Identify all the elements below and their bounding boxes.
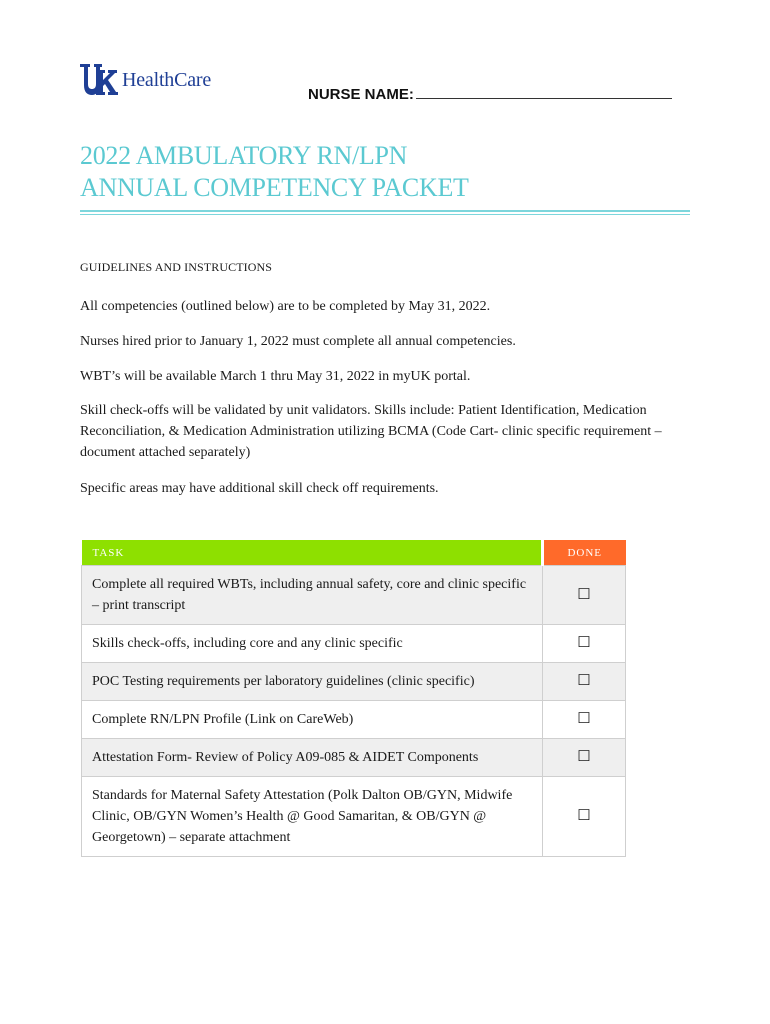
title-line-2: ANNUAL COMPETENCY PACKET	[80, 173, 469, 202]
title-divider	[80, 210, 690, 212]
logo-text: HealthCare	[122, 68, 212, 91]
paragraph-specific-areas: Specific areas may have additional skill check off requirements.	[80, 481, 439, 496]
task-column-header: TASK	[82, 540, 543, 566]
table-row	[82, 663, 626, 701]
task-cell: Skills check-offs, including core and any clinic specific	[82, 625, 543, 663]
title-divider-thin	[80, 214, 690, 215]
task-cell: Standards for Maternal Safety Attestation (Polk Dalton OB/GYN, Midwife Clinic, OB/GYN Women’s Health @ Good Samaritan, & OB/GYN @ Georgetown) – separate attachment	[82, 777, 543, 857]
uk-healthcare-logo	[80, 64, 211, 96]
paragraph-skill-checkoffs: Skill check-offs will be validated by unit validators. Skills include: Patient Identification, Medication Reconciliation, & Medication Administration utilizing BCMA (Code Cart- clinic specific requirement – document attached separately)	[80, 403, 662, 460]
done-column-header: DONE	[543, 540, 626, 566]
table-header-row	[82, 540, 626, 566]
done-checkbox[interactable]: ☐	[543, 625, 626, 663]
competency-task-table	[81, 540, 626, 857]
paragraph-deadline: All competencies (outlined below) are to be completed by May 31, 2022.	[80, 299, 491, 314]
table-row	[82, 739, 626, 777]
done-checkbox[interactable]: ☐	[543, 701, 626, 739]
done-checkbox[interactable]: ☐	[543, 777, 626, 857]
page-title	[80, 140, 469, 204]
task-cell: Complete all required WBTs, including annual safety, core and clinic specific – print transcript	[82, 566, 543, 625]
table-row	[82, 701, 626, 739]
table-row	[82, 777, 626, 857]
guidelines-heading: GUIDELINES AND INSTRUCTIONS	[80, 260, 273, 274]
nurse-name-field	[308, 84, 672, 103]
done-checkbox[interactable]: ☐	[543, 739, 626, 777]
table-row	[82, 625, 626, 663]
table-row	[82, 566, 626, 625]
nurse-name-blank-line	[416, 84, 672, 99]
uk-logo-mark-icon	[80, 64, 118, 96]
task-cell: POC Testing requirements per laboratory guidelines (clinic specific)	[82, 663, 543, 701]
paragraph-hire-date: Nurses hired prior to January 1, 2022 must complete all annual competencies.	[80, 334, 516, 349]
title-line-1: 2022 AMBULATORY RN/LPN	[80, 141, 408, 170]
paragraph-wbt-availability: WBT’s will be available March 1 thru May 31, 2022 in myUK portal.	[80, 369, 471, 384]
done-checkbox[interactable]: ☐	[543, 566, 626, 625]
task-cell: Attestation Form- Review of Policy A09-085 & AIDET Components	[82, 739, 543, 777]
nurse-name-label: NURSE NAME:	[308, 86, 414, 103]
done-checkbox[interactable]: ☐	[543, 663, 626, 701]
task-cell: Complete RN/LPN Profile (Link on CareWeb)	[82, 701, 543, 739]
